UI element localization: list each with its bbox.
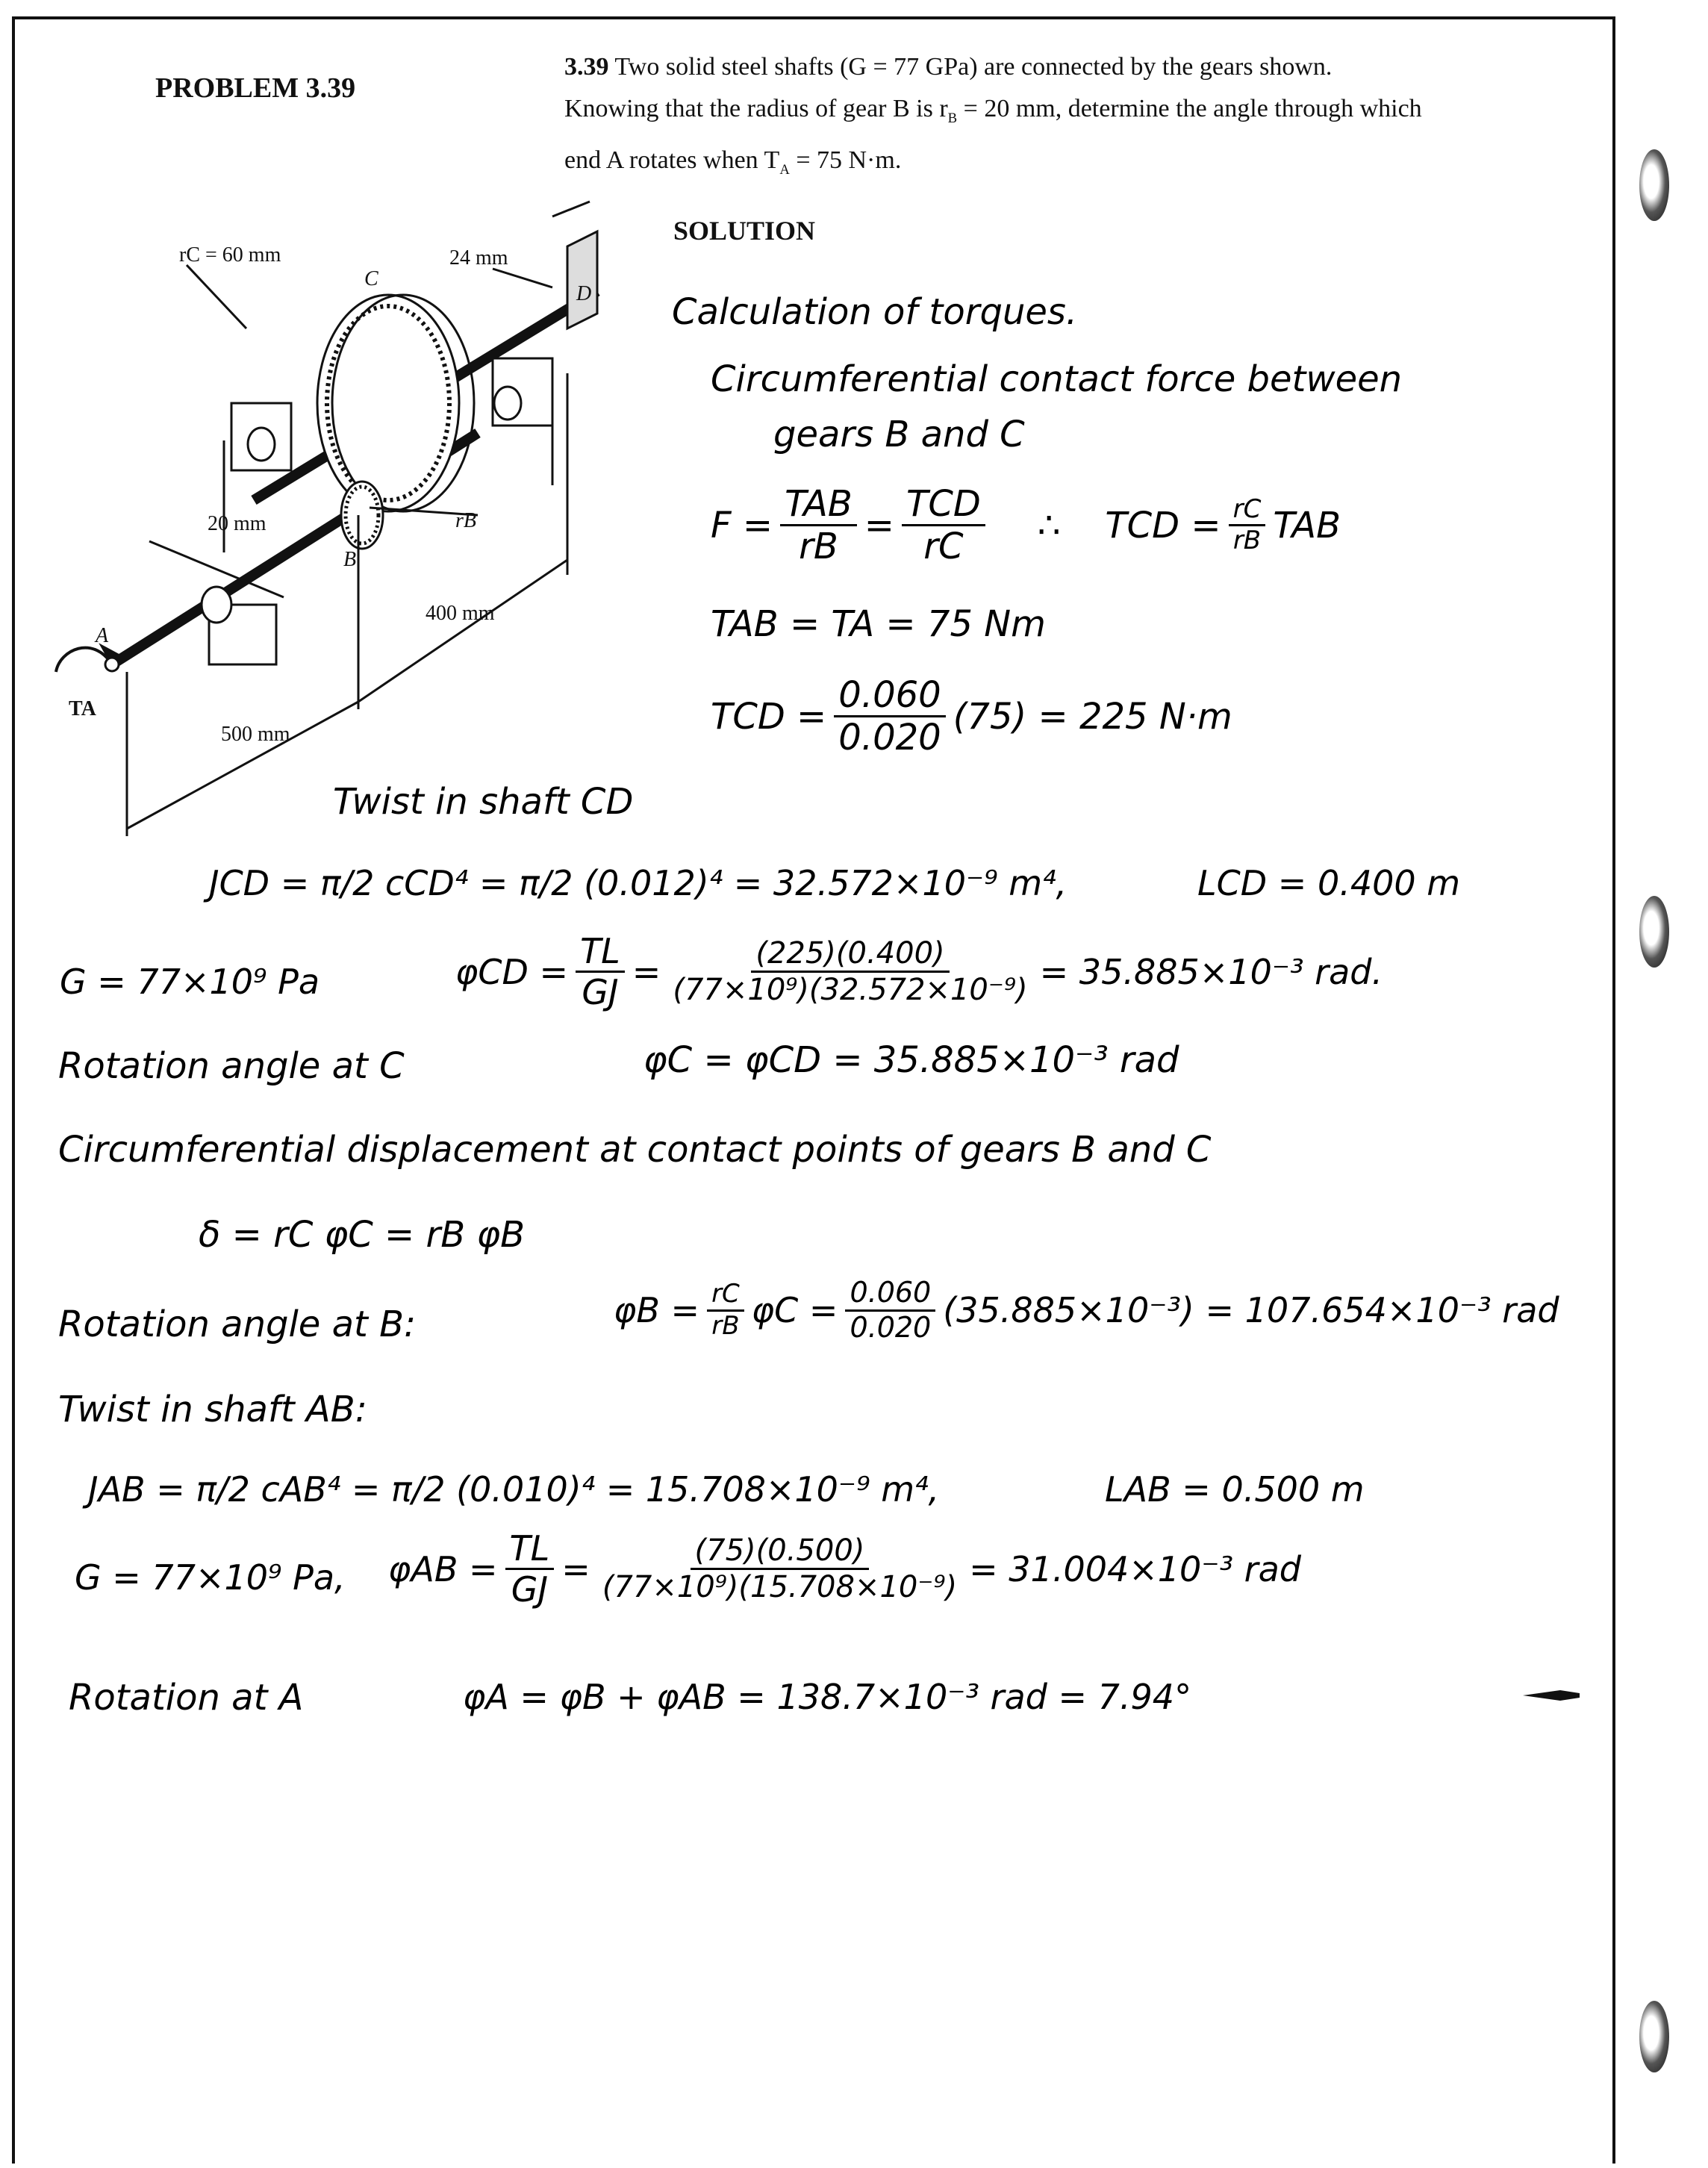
- phi-b-equation: φB = $\frac{rC}{rB}$ φC = $\frac{0.060}{0.020}$ (35.885×10⁻³) = 107.654×10⁻³ rad: [614, 1276, 1559, 1344]
- phi-a-equation: φA = φB + φAB = 138.7×10⁻³ rad = 7.94°: [463, 1677, 1192, 1717]
- phi-ab-equation: φAB = $\frac{TL}{GJ}$ = $\frac{(75)(0.500)}{\text{(77×10⁹)(15.708×10⁻⁹)}}$ = 31.004×10⁻³ rad: [388, 1528, 1301, 1610]
- support-d-label: D: [576, 282, 592, 305]
- statement-line-3: end A rotates when T: [564, 146, 780, 174]
- gear-b-label: B: [343, 548, 357, 571]
- twist-cd-heading: Twist in shaft CD: [333, 781, 634, 823]
- problem-label: PROBLEM 3.39: [155, 72, 356, 104]
- phi-cd-equation: φCD = $\frac{TL}{GJ}$ = $\frac{(225)(0.400)}{\text{(77×10⁹)(32.572×10⁻⁹)}}$ = 35.885×10⁻³ rad.: [455, 931, 1383, 1013]
- circumferential-displacement-line: Circumferential displacement at contact points of gears B and C: [58, 1129, 1212, 1171]
- answer-arrow-icon: [1523, 1689, 1580, 1702]
- end-a-label: A: [96, 624, 109, 647]
- rotation-a-label: Rotation at A: [69, 1677, 304, 1719]
- dia-24-label: 24 mm: [449, 246, 508, 270]
- figure-drawing: [30, 187, 672, 844]
- solution-label: SOLUTION: [673, 216, 816, 246]
- g-value-2: G = 77×10⁹ Pa,: [75, 1557, 346, 1598]
- dia-20-label: 20 mm: [208, 512, 267, 535]
- jcd-equation: JCD = π/2 cCD⁴ = π/2 (0.012)⁴ = 32.572×10⁻⁹ m⁴,: [209, 863, 1068, 903]
- contact-force-line-1: Circumferential contact force between: [711, 358, 1403, 400]
- statement-number: 3.39: [564, 53, 609, 81]
- delta-equation: δ = rC φC = rB φB: [199, 1214, 526, 1256]
- twist-ab-heading: Twist in shaft AB:: [58, 1389, 367, 1430]
- lcd-equation: LCD = 0.400 m: [1197, 863, 1461, 903]
- binder-hole-mark: [1639, 2001, 1669, 2072]
- len-400-label: 400 mm: [426, 602, 495, 625]
- tab-equation: TAB = TA = 75 Nm: [711, 603, 1046, 645]
- statement-line-2: Knowing that the radius of gear B is r: [564, 95, 948, 122]
- contact-force-equation: F = $\frac{\text{TAB}}{rB}$ = $\frac{\text{TCD}}{rC}$ ∴ TCD = $\frac{rC}{rB}$ TAB: [711, 483, 1341, 568]
- torque-label: TA: [69, 697, 96, 720]
- binder-hole-mark: [1639, 149, 1669, 221]
- binder-hole-mark: [1639, 896, 1669, 968]
- rc-label: rC = 60 mm: [179, 243, 281, 267]
- rotation-b-label: Rotation angle at B:: [58, 1303, 417, 1345]
- gear-shaft-figure: [30, 187, 672, 844]
- calc-torques-heading: Calculation of torques.: [672, 291, 1078, 333]
- jab-equation: JAB = π/2 cAB⁴ = π/2 (0.010)⁴ = 15.708×10⁻⁹ m⁴,: [88, 1469, 940, 1510]
- problem-statement: 3.39 Two solid steel shafts (G = 77 GPa) are connected by the gears shown. Knowing that the radius of gear B is $r_B = 20$ mm, determine the angle through which end A rotates when $T_A = 75$ N·m.: [564, 53, 1422, 178]
- rotation-c-label: Rotation angle at C: [58, 1045, 405, 1087]
- statement-line-1: Two solid steel shafts (G = 77 GPa) are connected by the gears shown.: [608, 53, 1333, 81]
- rotation-c-equation: φC = φCD = 35.885×10⁻³ rad: [643, 1039, 1179, 1081]
- contact-force-line-2: gears B and C: [773, 414, 1025, 455]
- lab-equation: LAB = 0.500 m: [1105, 1469, 1365, 1510]
- tcd-value-equation: TCD = $\frac{0.060}{0.020}$ (75) = 225 N·m: [711, 674, 1232, 759]
- rb-label: rB: [455, 509, 476, 532]
- gear-c-label: C: [364, 267, 378, 290]
- len-500-label: 500 mm: [221, 723, 290, 746]
- g-value-1: G = 77×10⁹ Pa: [60, 962, 320, 1002]
